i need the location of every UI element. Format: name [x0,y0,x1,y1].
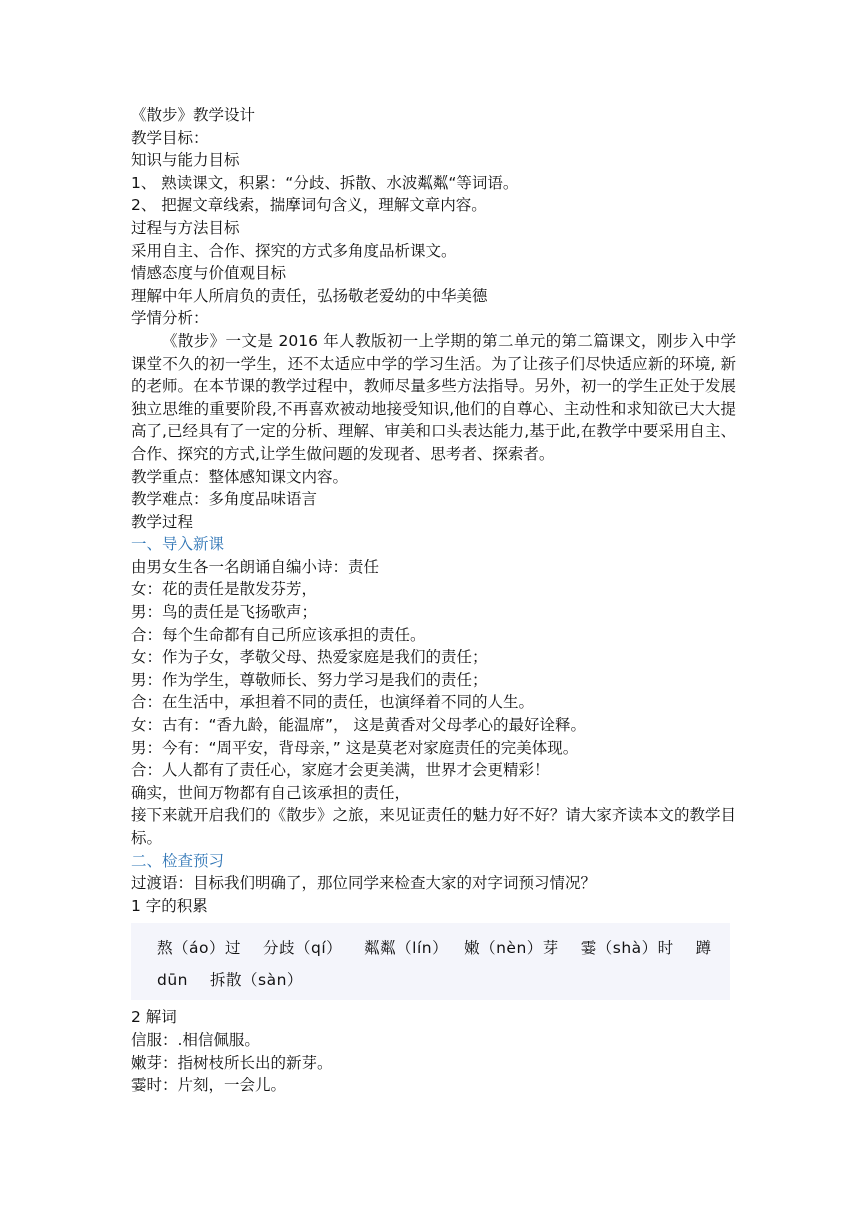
emotion-heading: 情感态度与价值观目标 [131,264,287,283]
transition-text: 过渡语：目标我们明确了，那位同学来检查大家的对字词预习情况？ [131,874,597,893]
document-page [131,104,736,1097]
poem-line: 男：今有：“周平安，背母亲，” 这是莫老对家庭责任的完美体现。 [131,738,579,757]
pinyin-item: dūn [157,971,188,990]
definition: 嫩芽：指树枝所长出的新芽。 [131,1053,333,1072]
poem-line: 女：花的责任是散发芬芳， [131,580,318,599]
poem-line: 确实，世间万物都有自己该承担的责任， [131,783,411,802]
pinyin-item: 分歧（qí） [262,939,343,958]
section2-heading: 二、检查预习 [131,851,225,870]
section1-closing: 接下来就开启我们的《散步》之旅，来见证责任的魅力好不好？请大家齐读本文的教学目标。 [131,806,736,847]
poem-line: 由男女生各一名朗诵自编小诗：责任 [131,557,380,576]
poem-line: 女：古有：“香九龄，能温席”， 这是黄香对父母孝心的最好诠释。 [131,716,586,735]
objectives-heading: 教学目标： [131,128,209,147]
pinyin-item: 霎（shà）时 [580,939,674,958]
poem-line: 男：鸟的责任是飞扬歌声； [131,603,318,622]
knowledge-item-2: 2、 把握文章线索，揣摩词句含义，理解文章内容。 [131,196,487,215]
knowledge-item-1: 1、 熟读课文，积累：“分歧、拆散、水波粼粼“等词语。 [131,173,519,192]
process-text: 采用自主、合作、探究的方式多角度品析课文。 [131,241,457,260]
pinyin-item: 粼粼（lín） [364,939,449,958]
pinyin-row [157,932,730,964]
key-point: 教学重点：整体感知课文内容。 [131,467,349,486]
pinyin-item: 嫩（nèn）芽 [464,939,559,958]
poem-line: 合：每个生命都有自己所应该承担的责任。 [131,625,426,644]
poem-line: 男：作为学生，尊敬师长、努力学习是我们的责任； [131,670,488,689]
pinyin-box [131,923,730,1000]
pinyin-item: 熬（áo）过 [157,939,241,958]
pinyin-row [157,964,730,996]
pinyin-item: 蹲 [695,939,712,958]
difficulty: 教学难点：多角度品味语言 [131,490,318,509]
poem-line: 女：作为子女，孝敬父母、热爱家庭是我们的责任； [131,648,488,667]
definition: 霎时：片刻，一会儿。 [131,1076,287,1095]
section1-heading: 一、导入新课 [131,535,225,554]
process-heading: 过程与方法目标 [131,218,240,237]
analysis-paragraph: 《散步》一文是 2016 年人教版初一上学期的第二单元的第二篇课文，刚步入中学课堂不久的初一学生，还不太适应中学的学习生活。为了让孩子们尽快适应新的环境, 新的老师。在本节课的教学过程中，教师尽量多些方法指导。另外，初一的学生正处于发展独立思维的重要阶段,不再喜欢被动地接受知识,他们的自尊心、主动性和求知欲已大大提高了,已经具有了一定的分析、理解、审美和口头表达能力,基于此,在教学中要采用自主、合作、探究的方式,让学生做问题的发现者、思考者、探索者。 [131,331,736,463]
document-title: 《散步》教学设计 [131,106,256,124]
words-heading: 2 解词 [131,1008,177,1027]
knowledge-heading: 知识与能力目标 [131,151,240,170]
definition: 信服：.相信佩服。 [131,1030,260,1049]
analysis-heading: 学情分析： [131,309,209,328]
emotion-text: 理解中年人所肩负的责任，弘扬敬老爱幼的中华美德 [131,286,488,305]
poem-line: 合：在生活中，承担着不同的责任，也演绎着不同的人生。 [131,693,535,712]
pinyin-item: 拆散（sàn） [210,971,303,990]
chars-heading: 1 字的积累 [131,896,208,915]
poem-line: 合：人人都有了责任心，家庭才会更美满，世界才会更精彩！ [131,761,550,780]
process-title: 教学过程 [131,512,194,531]
